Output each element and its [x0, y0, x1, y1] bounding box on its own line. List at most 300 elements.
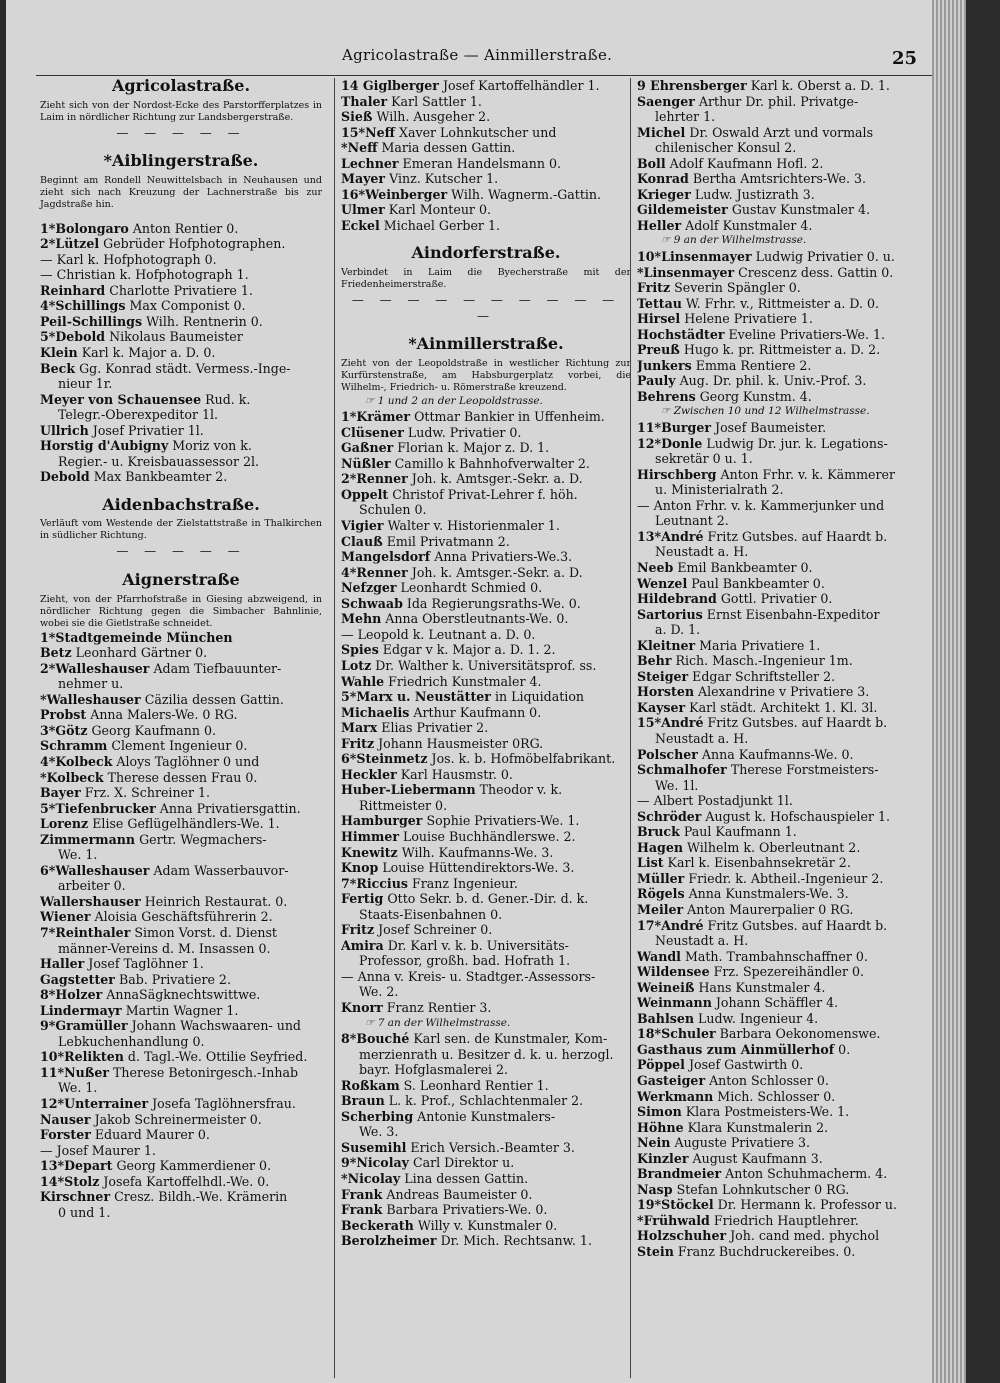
- resident-details: Josef Baumeister.: [711, 420, 827, 436]
- resident-entry: [40, 1034, 322, 1050]
- street-description: Verläuft vom Westende der Zielstattstraße in Thalkirchen in südlicher Richtung.: [40, 518, 322, 542]
- resident-name: 2*Lützel: [40, 236, 100, 252]
- resident-entry: [40, 298, 322, 314]
- street-description: Zieht von der Leopoldstraße in westlicher Richtung zur Kurfürstenstraße, am Habsburgerplatz vorbei, die Wilhelm-, Friedrich- u. Römerstraße kreuzend.: [341, 357, 631, 393]
- resident-name: 8*Bouché: [341, 1031, 410, 1047]
- resident-entry: [637, 513, 927, 529]
- resident-name: Neeb: [637, 559, 674, 575]
- resident-name: Clauß: [341, 533, 383, 549]
- resident-name: Beckerath: [341, 1217, 414, 1233]
- resident-name: Nein: [637, 1135, 671, 1151]
- pointing-hand-icon: ☞: [661, 405, 674, 418]
- resident-name: Schwaab: [341, 595, 403, 611]
- resident-name: 6*Steinmetz: [341, 751, 428, 767]
- resident-details: bayr. Hofglasmalerei 2.: [359, 1062, 509, 1078]
- resident-entry: [341, 425, 631, 441]
- resident-entry: [40, 345, 322, 361]
- resident-details: Hugo k. pr. Rittmeister a. D. 2.: [679, 342, 881, 358]
- cross-reference-note: [637, 404, 927, 420]
- resident-details: nieur 1r.: [58, 376, 113, 392]
- resident-entry: [341, 471, 631, 487]
- resident-entry: [341, 736, 631, 752]
- resident-details: Ludw. Privatier 0.: [403, 424, 522, 440]
- resident-details: — Christian k. Hofphotograph 1.: [40, 267, 249, 283]
- resident-entry: [341, 1140, 631, 1156]
- resident-entry: [637, 855, 927, 871]
- resident-name: 7*Riccius: [341, 875, 408, 891]
- resident-entry: [40, 863, 322, 879]
- resident-entry: [341, 1233, 631, 1249]
- resident-details: Ludw. Justizrath 3.: [690, 186, 815, 202]
- resident-entry: [637, 529, 927, 545]
- resident-name: Frank: [341, 1186, 383, 1202]
- resident-entry: [341, 1171, 631, 1187]
- resident-details: Emeran Handelsmann 0.: [398, 155, 562, 171]
- resident-name: Kleitner: [637, 637, 696, 653]
- resident-name: *Walleshauser: [40, 691, 141, 707]
- resident-name: Pauly: [637, 373, 676, 389]
- resident-name: Gasteiger: [637, 1073, 706, 1088]
- resident-details: Elise Geflügelhändlers-We. 1.: [88, 816, 280, 832]
- resident-entry: [341, 953, 631, 969]
- resident-entry: [40, 438, 322, 454]
- resident-entry: [40, 283, 322, 299]
- resident-name: Rögels: [637, 886, 685, 902]
- resident-details: Frz. X. Schreiner 1.: [80, 785, 211, 801]
- resident-entry: [637, 669, 927, 685]
- resident-details: a. D. 1.: [655, 622, 701, 638]
- resident-name: Zimmermann: [40, 831, 136, 847]
- resident-name: Beck: [40, 360, 76, 376]
- resident-details: Professor, großh. bad. Hofrath 1.: [359, 953, 571, 969]
- resident-name: 13*Depart: [40, 1158, 113, 1174]
- resident-name: 12*Donle: [637, 435, 703, 451]
- resident-entry: [341, 674, 631, 690]
- resident-details: Adam Wasserbauvor-: [149, 862, 289, 878]
- resident-entry: [341, 1109, 631, 1125]
- resident-details: Bab. Privatiere 2.: [114, 971, 231, 987]
- resident-details: Josefa Taglöhnersfrau.: [148, 1095, 296, 1111]
- resident-entry: [40, 941, 322, 957]
- resident-name: Fritz: [341, 922, 375, 938]
- street-description: Zieht sich von der Nordost-Ecke des Parstorfferplatzes in Laim in nördlicher Richtung zur Landsbergerstraße.: [40, 99, 322, 123]
- resident-entry: [637, 1120, 927, 1136]
- resident-name: List: [637, 855, 664, 871]
- resident-name: Krieger: [637, 186, 691, 202]
- resident-details: Max Componist 0.: [125, 298, 246, 314]
- resident-entry: [341, 140, 631, 156]
- resident-entry: [341, 1093, 631, 1109]
- resident-details: Simon Vorst. d. Dienst: [130, 924, 277, 940]
- resident-name: Knorr: [341, 999, 383, 1015]
- resident-details: Gustav Kunstmaler 4.: [727, 202, 870, 218]
- resident-name: Klein: [40, 345, 78, 361]
- resident-entry: [341, 518, 631, 534]
- street-description: Verbindet in Laim die Byecherstraße mit der Friedenheimerstraße.: [341, 267, 631, 291]
- resident-details: Anna Oberstleutnants-We. 0.: [381, 611, 569, 627]
- resident-details: Willy v. Kunstmaler 0.: [413, 1217, 558, 1233]
- resident-entry: [40, 707, 322, 723]
- resident-entry: [637, 218, 927, 234]
- resident-name: Gasthaus zum Ainmüllerhof: [637, 1041, 835, 1057]
- resident-name: Boll: [637, 155, 666, 171]
- resident-entry: [341, 813, 631, 829]
- resident-details: Gertr. Wegmachers-: [135, 831, 267, 847]
- resident-details: Ernst Eisenbahn-Expeditor: [702, 606, 880, 622]
- resident-entry: [341, 642, 631, 658]
- resident-name: *Nicolay: [341, 1171, 401, 1186]
- resident-name: Ullrich: [40, 422, 89, 438]
- resident-entry: [637, 94, 927, 110]
- resident-name: Fritz: [637, 280, 671, 296]
- resident-details: Joh. k. Amtsger.-Sekr. a. D.: [407, 471, 583, 487]
- resident-entry: [637, 280, 927, 296]
- resident-name: 5*Tiefenbrucker: [40, 800, 156, 816]
- resident-details: Stefan Lohnkutscher 0 RG.: [672, 1181, 850, 1197]
- resident-entry: [637, 1011, 927, 1027]
- resident-details: Fritz Gutsbes. auf Haardt b.: [703, 917, 888, 933]
- resident-details: Staats-Eisenbahnen 0.: [359, 906, 503, 922]
- resident-entry: [40, 1174, 322, 1190]
- resident-name: Wiener: [40, 909, 91, 925]
- resident-details: Neustadt a. H.: [655, 730, 749, 746]
- resident-name: 2*Walleshauser: [40, 660, 150, 676]
- resident-details: Josef Gastwirth 0.: [684, 1057, 804, 1073]
- resident-name: Nüßler: [341, 455, 391, 471]
- resident-details: Vinz. Kutscher 1.: [385, 171, 499, 187]
- resident-entry: [341, 409, 631, 425]
- resident-details: Eveline Privatiers-We. 1.: [724, 326, 885, 342]
- resident-details: Leonhard Gärtner 0.: [71, 645, 208, 661]
- resident-entry: [341, 94, 631, 110]
- resident-name: Steiger: [637, 668, 689, 684]
- resident-name: Kirschner: [40, 1189, 111, 1205]
- resident-details: Cäzilia dessen Gattin.: [140, 691, 284, 707]
- resident-name: 19*Stöckel: [637, 1197, 714, 1213]
- resident-name: Lechner: [341, 155, 399, 171]
- resident-details: Franz Buchdruckereibes. 0.: [673, 1244, 856, 1260]
- cross-reference-text: 1 und 2 an der Leopoldstrasse.: [377, 394, 543, 407]
- resident-name: Heller: [637, 217, 682, 233]
- resident-entry: [40, 925, 322, 941]
- resident-name: Kayser: [637, 699, 686, 715]
- resident-entry: [637, 1213, 927, 1229]
- resident-entry: [637, 980, 927, 996]
- resident-entry: [637, 591, 927, 607]
- resident-entry: [637, 840, 927, 856]
- resident-details: Anna Kaufmanns-We. 0.: [697, 746, 854, 762]
- resident-entry: [637, 373, 927, 389]
- resident-name: Wenzel: [637, 575, 688, 591]
- resident-details: Joh. cand med. phychol: [726, 1228, 880, 1244]
- resident-name: 12*Unterrainer: [40, 1095, 149, 1111]
- resident-entry: [341, 171, 631, 187]
- resident-name: Schröder: [637, 808, 702, 824]
- resident-entry: [40, 909, 322, 925]
- resident-details: — Josef Maurer 1.: [40, 1142, 156, 1158]
- resident-entry: [40, 267, 322, 283]
- resident-name: Ulmer: [341, 202, 385, 218]
- resident-details: Erich Versich.-Beamter 3.: [406, 1139, 575, 1155]
- street-heading: *Ainmillerstraße.: [408, 334, 564, 354]
- resident-details: Johann Wachswaaren- und: [127, 1018, 301, 1034]
- resident-details: August Kaufmann 3.: [688, 1150, 823, 1166]
- resident-entry: [637, 995, 927, 1011]
- resident-details: Adolf Kunstmaler 4.: [681, 217, 813, 233]
- pointing-hand-icon: ☞: [365, 394, 378, 407]
- resident-name: Schmalhofer: [637, 762, 727, 778]
- resident-name: Behrens: [637, 388, 696, 404]
- resident-details: Michael Gerber 1.: [379, 217, 500, 233]
- resident-entry: [40, 630, 322, 646]
- resident-name: 5*Debold: [40, 329, 106, 345]
- resident-details: Clement Ingenieur 0.: [107, 738, 248, 754]
- resident-name: Nefzger: [341, 580, 397, 596]
- resident-entry: [40, 1158, 322, 1174]
- resident-name: Lotz: [341, 657, 372, 673]
- resident-details: Klara Kunstmalerin 2.: [683, 1119, 829, 1135]
- resident-name: Mehn: [341, 611, 382, 627]
- resident-name: Schramm: [40, 738, 108, 754]
- resident-name: 5*Marx u. Neustätter: [341, 689, 491, 705]
- resident-name: Forster: [40, 1127, 91, 1143]
- resident-name: Himmer: [341, 828, 399, 844]
- resident-entry: [40, 469, 322, 485]
- resident-entry: [341, 1062, 631, 1078]
- resident-name: *Kolbeck: [40, 769, 104, 785]
- resident-name: Huber-Liebermann: [341, 782, 476, 798]
- resident-name: Thaler: [341, 93, 388, 109]
- resident-entry: [637, 140, 927, 156]
- resident-details: Dr. Walther k. Universitätsprof. ss.: [371, 657, 597, 673]
- resident-details: We. 1l.: [655, 777, 699, 793]
- resident-details: Louise Hüttendirektors-We. 3.: [378, 860, 575, 876]
- resident-details: Karl Hausmstr. 0.: [396, 766, 513, 782]
- resident-entry: [40, 1003, 322, 1019]
- resident-entry: [637, 1042, 927, 1058]
- resident-entry: [341, 156, 631, 172]
- resident-details: Rittmeister 0.: [359, 797, 448, 813]
- resident-name: Fritz: [341, 735, 375, 751]
- resident-details: Maria Privatiere 1.: [695, 637, 821, 653]
- resident-name: 4*Kolbeck: [40, 753, 113, 769]
- resident-details: Dr. Karl v. k. b. Universitäts-: [383, 937, 569, 953]
- resident-entry: [637, 1197, 927, 1213]
- resident-details: Karl Sattler 1.: [387, 93, 482, 109]
- resident-name: Weinmann: [637, 995, 712, 1011]
- resident-name: Hochstädter: [637, 326, 725, 342]
- resident-entry: [637, 1182, 927, 1198]
- resident-entry: [637, 451, 927, 467]
- resident-name: Simon: [637, 1104, 682, 1120]
- resident-details: — Albert Postadjunkt 1l.: [637, 793, 793, 809]
- resident-details: Elias Privatier 2.: [377, 720, 489, 736]
- resident-details: Emil Privatmann 2.: [382, 533, 510, 549]
- resident-details: — Anton Frhr. v. k. Kammerjunker und: [637, 497, 885, 513]
- resident-name: Frank: [341, 1202, 383, 1218]
- resident-details: We. 2.: [359, 984, 399, 1000]
- resident-name: Saenger: [637, 93, 695, 109]
- resident-name: 9*Nicolay: [341, 1155, 409, 1171]
- resident-entry: [637, 902, 927, 918]
- resident-entry: [637, 918, 927, 934]
- resident-details: d. Tagl.-We. Ottilie Seyfried.: [123, 1049, 308, 1065]
- resident-entry: [637, 1057, 927, 1073]
- resident-details: Paul Bankbeamter 0.: [687, 575, 825, 591]
- resident-details: Arthur Dr. phil. Privatge-: [694, 93, 859, 109]
- resident-details: Telegr.-Oberexpeditor 1l.: [58, 407, 219, 423]
- resident-entry: [40, 754, 322, 770]
- resident-entry: [341, 829, 631, 845]
- resident-name: Pöppel: [637, 1057, 685, 1073]
- resident-entry: [40, 1189, 322, 1205]
- resident-name: 1*Krämer: [341, 409, 411, 425]
- resident-entry: [637, 824, 927, 840]
- resident-details: u. Ministerialrath 2.: [655, 482, 784, 498]
- resident-details: Emma Rentiere 2.: [691, 357, 812, 373]
- resident-entry: [637, 78, 927, 94]
- resident-details: Wilh. Rentnerin 0.: [142, 313, 263, 329]
- resident-name: 18*Schuler: [637, 1026, 716, 1042]
- resident-name: Gildemeister: [637, 202, 728, 218]
- resident-entry: [341, 125, 631, 141]
- resident-name: Stein: [637, 1244, 674, 1260]
- resident-entry: [637, 793, 927, 809]
- resident-name: Holzschuher: [637, 1228, 727, 1244]
- resident-entry: [341, 1031, 631, 1047]
- resident-name: *Frühwald: [637, 1212, 710, 1228]
- resident-entry: [637, 156, 927, 172]
- resident-details: Wilh. Ausgeher 2.: [372, 109, 491, 125]
- resident-details: Antonie Kunstmalers-: [413, 1108, 556, 1124]
- resident-entry: [637, 296, 927, 312]
- resident-details: Math. Trambahnschaffner 0.: [680, 948, 868, 964]
- resident-details: Sophie Privatiers-We. 1.: [422, 813, 580, 829]
- resident-name: Gaßner: [341, 440, 394, 456]
- resident-entry: [341, 1047, 631, 1063]
- resident-name: Wandl: [637, 948, 681, 964]
- resident-name: Tettau: [637, 295, 682, 311]
- resident-details: Karl k. Eisenbahnsekretär 2.: [663, 855, 851, 871]
- resident-entry: [341, 876, 631, 892]
- resident-entry: [40, 878, 322, 894]
- resident-name: *Linsenmayer: [637, 264, 735, 280]
- resident-name: Hagen: [637, 839, 684, 855]
- resident-details: Aloisia Geschäftsführerin 2.: [90, 909, 273, 925]
- resident-details: We. 1.: [58, 1080, 98, 1096]
- resident-details: Rich. Masch.-Ingenieur 1m.: [671, 653, 853, 669]
- resident-entry: [637, 731, 927, 747]
- resident-entry: [637, 1026, 927, 1042]
- resident-entry: [637, 715, 927, 731]
- resident-details: Therese Betonirgesch.-Inhab: [109, 1064, 299, 1080]
- resident-details: in Liquidation: [490, 689, 585, 705]
- resident-name: Debold: [40, 469, 90, 485]
- resident-details: Adolf Kaufmann Hofl. 2.: [665, 155, 824, 171]
- resident-details: lehrter 1.: [655, 109, 716, 125]
- resident-entry: [341, 782, 631, 798]
- resident-name: Gagstetter: [40, 971, 115, 987]
- street-heading: Aindorferstraße.: [411, 243, 561, 263]
- resident-name: Wallershauser: [40, 893, 141, 909]
- resident-entry: [40, 376, 322, 392]
- resident-entry: [637, 265, 927, 281]
- resident-details: Johann Schäffler 4.: [711, 995, 839, 1011]
- resident-details: Joh. k. Amtsger.-Sekr. a. D.: [407, 564, 583, 580]
- resident-details: Hans Kunstmaler 4.: [694, 979, 826, 995]
- resident-details: Alexandrine v Privatiere 3.: [694, 684, 870, 700]
- resident-name: 13*André: [637, 528, 704, 544]
- resident-details: Paul Kaufmann 1.: [679, 824, 797, 840]
- resident-details: 0.: [834, 1041, 851, 1057]
- resident-entry: [40, 1049, 322, 1065]
- resident-details: Franz Ingenieur.: [407, 875, 518, 891]
- resident-name: Sieß: [341, 109, 373, 125]
- resident-entry: [637, 576, 927, 592]
- resident-details: Christof Privat-Lehrer f. höh.: [388, 486, 578, 502]
- resident-details: Xaver Lohnkutscher und: [394, 124, 557, 140]
- resident-details: Dr. Oswald Arzt und vormals: [685, 124, 874, 140]
- resident-name: Fertig: [341, 891, 384, 907]
- resident-details: Gg. Konrad städt. Vermess.-Inge-: [75, 360, 291, 376]
- resident-details: Klara Postmeisters-We. 1.: [681, 1104, 850, 1120]
- resident-name: *Neff: [341, 140, 378, 156]
- resident-entry: [341, 440, 631, 456]
- resident-entry: [40, 1205, 322, 1221]
- resident-details: Ludw. Ingenieur 4.: [694, 1010, 819, 1026]
- street-heading: Aidenbachstraße.: [102, 494, 260, 514]
- resident-details: merzienrath u. Besitzer d. k. u. herzogl.: [359, 1046, 614, 1062]
- resident-details: Edgar Schriftsteller 2.: [688, 668, 836, 684]
- cross-reference-note: [341, 394, 631, 410]
- resident-entry: [637, 1151, 927, 1167]
- cross-reference-text: 7 an der Wilhelmstrasse.: [377, 1016, 511, 1029]
- resident-entry: [637, 778, 927, 794]
- resident-entry: [40, 676, 322, 692]
- resident-details: Lina dessen Gattin.: [400, 1171, 529, 1186]
- resident-entry: [341, 549, 631, 565]
- resident-details: männer-Vereins d. M. Insassen 0.: [58, 940, 271, 956]
- resident-name: Wahle: [341, 673, 385, 689]
- resident-details: Friedr. k. Abtheil.-Ingenieur 2.: [684, 870, 884, 886]
- resident-entry: [40, 236, 322, 252]
- resident-entry: [637, 327, 927, 343]
- resident-entry: [40, 785, 322, 801]
- resident-entry: [341, 1187, 631, 1203]
- resident-details: Max Bankbeamter 2.: [89, 469, 228, 485]
- resident-details: August k. Hofschauspieler 1.: [701, 808, 890, 824]
- resident-details: Karl sen. de Kunstmaler, Kom-: [409, 1031, 608, 1047]
- resident-details: Fritz Gutsbes. auf Haardt b.: [703, 528, 888, 544]
- resident-entry: [637, 125, 927, 141]
- resident-details: S. Leonhard Rentier 1.: [399, 1077, 549, 1093]
- resident-details: Georg Kunstm. 4.: [695, 388, 812, 404]
- resident-entry: [341, 922, 631, 938]
- resident-entry: [40, 392, 322, 408]
- resident-details: Therese dessen Frau 0.: [103, 769, 258, 785]
- resident-name: Vigier: [341, 518, 384, 534]
- resident-entry: [341, 845, 631, 861]
- resident-name: Sartorius: [637, 606, 703, 622]
- resident-name: Mangelsdorf: [341, 549, 431, 565]
- resident-name: Michel: [637, 124, 686, 140]
- resident-details: — Leopold k. Leutnant a. D. 0.: [341, 626, 536, 642]
- resident-details: Ludwig Privatier 0. u.: [751, 249, 895, 265]
- resident-entry: [341, 1155, 631, 1171]
- resident-name: Nasp: [637, 1181, 673, 1197]
- resident-entry: [341, 627, 631, 643]
- resident-entry: [341, 611, 631, 627]
